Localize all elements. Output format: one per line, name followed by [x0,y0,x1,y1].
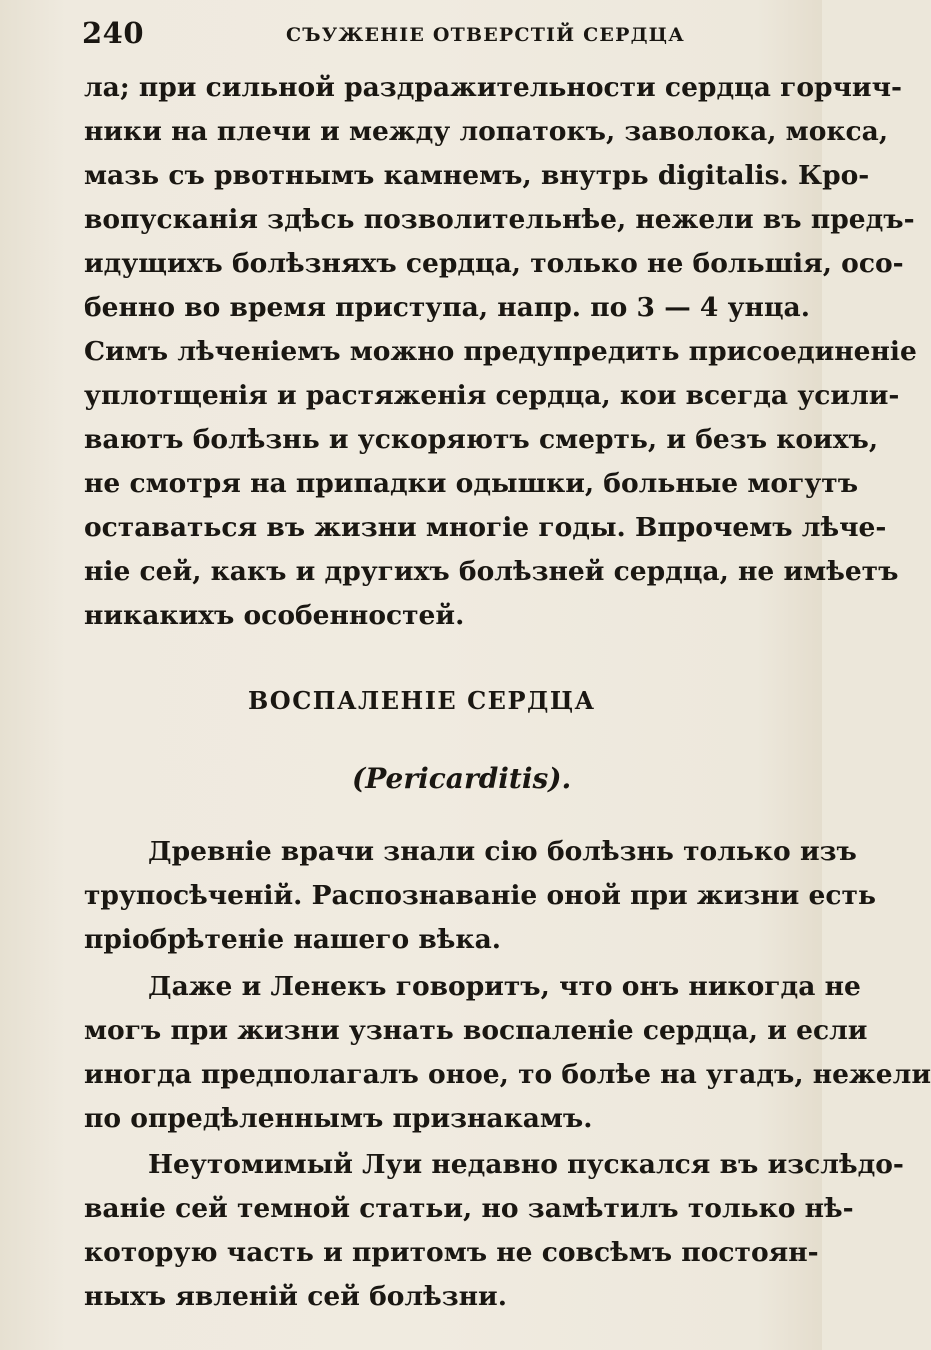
text-line: трупосѣченій. Распознаваніе оной при жизни есть [84,880,876,911]
section-title: ВОСПАЛЕНІЕ СЕРДЦА [248,686,596,715]
text-line: ныхъ явленій сей болѣзни. [84,1281,507,1312]
text-line: вопусканія здѣсь позволительнѣе, нежели въ предъ- [84,204,915,235]
text-line: никакихъ особенностей. [84,600,465,631]
running-head: СЪУЖЕНІЕ ОТВЕРСТІЙ СЕРДЦА [286,24,685,46]
section-subtitle: (Pericarditis). [352,762,572,795]
text-line: ваютъ болѣзнь и ускоряютъ смерть, и безъ коихъ, [84,424,879,455]
text-line: Неутомимый Луи недавно пускался въ изслѣдо- [148,1149,904,1180]
text-line: ніе сей, какъ и другихъ болѣзней сердца, не имѣетъ [84,556,899,587]
paragraph-ancient-physicians [84,830,876,962]
text-line: иногда предполагалъ оное, то болѣе на угадъ, нежели [84,1059,931,1090]
paragraph-louis [84,1143,904,1319]
text-line: бенно во время приступа, напр. по 3 — 4 унца. [84,292,810,323]
text-line: Даже и Ленекъ говоритъ, что онъ никогда не [148,971,861,1002]
text-line: Симъ лѣченіемъ можно предупредить присоединеніе [84,336,917,367]
page-number: 240 [82,16,145,50]
text-line: пріобрѣтеніе нашего вѣка. [84,924,501,955]
text-line: могъ при жизни узнать воспаленіе сердца, и если [84,1015,868,1046]
text-line: уплотщенія и растяженія сердца, кои всегда усили- [84,380,900,411]
text-line: не смотря на припадки одышки, больные могутъ [84,468,859,499]
paragraph-laennec [84,965,931,1141]
text-line: по опредѣленнымъ признакамъ. [84,1103,593,1134]
text-line: ваніе сей темной статьи, но замѣтилъ только нѣ- [84,1193,854,1224]
text-line: ла; при сильной раздражительности сердца горчич- [84,72,902,103]
text-line: ники на плечи и между лопатокъ, заволока, мокса, [84,116,889,147]
text-line: оставаться въ жизни многіе годы. Впрочемъ лѣче- [84,512,887,543]
text-line: мазь съ рвотнымъ камнемъ, внутрь digitalis. Кро- [84,160,870,191]
paragraph-continuation [84,66,917,638]
page-header [82,14,802,54]
text-line: которую часть и притомъ не совсѣмъ постоян- [84,1237,819,1268]
text-line: Древніе врачи знали сію болѣзнь только изъ [148,836,857,867]
text-line: идущихъ болѣзняхъ сердца, только не большія, осо- [84,248,904,279]
